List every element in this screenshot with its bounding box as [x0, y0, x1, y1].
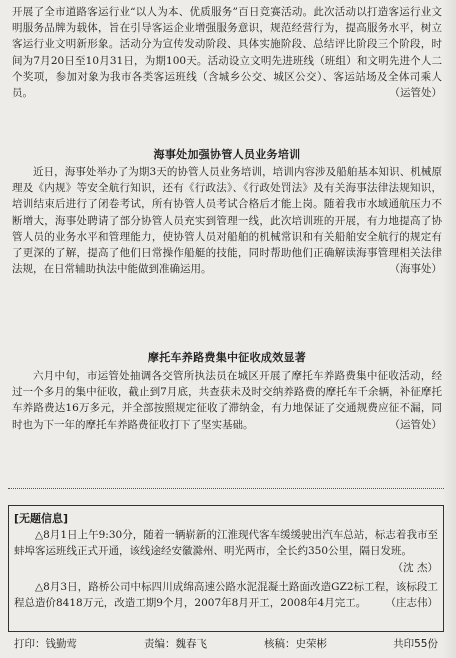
- brief-item: [14, 527, 438, 576]
- untitled-section-title: [无题信息]: [14, 512, 69, 525]
- article-intro: [12, 4, 442, 101]
- footer-copies: 共印55份: [393, 638, 438, 650]
- brief-item: [14, 579, 438, 612]
- footer-typist: 打印：钱勤莺: [14, 638, 77, 650]
- article-motorcycle-source: （运管处）: [389, 418, 442, 431]
- footer: [14, 636, 438, 652]
- footer-editor: 责编：魏春飞: [144, 638, 207, 650]
- brief-item-source: （沈 杰）: [392, 561, 438, 574]
- article-motorcycle: [12, 368, 442, 433]
- footer-top-rule: [8, 631, 444, 632]
- brief-item-text: △8月3日，路桥公司中标四川成绵高速公路水泥混凝土路面改造GZ2标工程，该标段工程总造价8418万元，改造工期9个月，2007年8月开工，2008年4月完工。: [14, 581, 438, 610]
- footer-proofreader: 核稿：史荣彬: [264, 638, 327, 650]
- article-training-source: （海事处）: [389, 263, 442, 276]
- article-training-body: 近日，海事处举办了为期3天的协管人员业务培训，培训内容涉及船舶基本知识、机械原理及《内规》等安全航行知识，还有《行政法》、《行政处罚法》及有关海事法律法规知识，培训结束后进行了闭卷考试，所有协管人员考试合格后才能上岗。随着我市水域通航压力不断增大，海事处聘请了部分协管人员充实到管理一线，此次培训班的开展，有力地提高了协管人员的业务水平和管理能力，使协管人员对船舶的机械常识和有关船舶安全航行的规定有了更深的了解，提高了他们日常操作船艇的技能，同时帮助他们正确解读海事管理相关法律法规，在日常辅助执法中能做到准确运用。: [12, 166, 442, 276]
- brief-item-text: △8月1日上午9:30分，随着一辆崭新的江淮现代客车缓缓驶出汽车总站，标志着我市至蚌埠客运班线正式开通，该线途经安徽滁州、明光两市，全长约350公里，隔日发班。: [14, 529, 438, 558]
- section-divider: [8, 488, 444, 489]
- brief-item-source: （庄志伟）: [385, 597, 438, 610]
- article-training-title: 海事处加强协管人员业务培训: [153, 148, 301, 161]
- article-intro-text: 开展了全市道路客运行业“以人为本、优质服务”百日竞赛活动。此次活动以打造客运行业文明服务品牌为载体，旨在引导客运企业增强服务意识，规范经营行为，提高服务水平，树立客运行业文明新形象。活动分为宣传发动阶段、具体实施阶段、总结评比阶段三个阶段，时间为7月20日至10月31日，为期100天。活动设立文明先进班线（班组）和文明先进个人二个奖项，参加对象为我市各类客运班线（含城乡公交、城区公交）、客运站场及全体司乘人员。: [12, 6, 442, 100]
- article-motorcycle-title: 摩托车养路费集中征收成效显著: [147, 351, 307, 364]
- article-motorcycle-body: 六月中旬，市运管处抽调各交管所执法员在城区开展了摩托车养路费集中征收活动，经过一个多月的集中征收，截止到7月底，共查获未及时交纳养路费的摩托车千余辆，补征摩托车养路费达16万多元，并全部按照规定征收了滞纳金，有力地保证了交通规费应征不漏，同时也为下一年的摩托车养路费征收打下了坚实基础。: [12, 370, 442, 431]
- article-intro-source: （运管处）: [389, 87, 442, 100]
- page-edge-shadow: [442, 0, 456, 658]
- article-training: [12, 164, 442, 277]
